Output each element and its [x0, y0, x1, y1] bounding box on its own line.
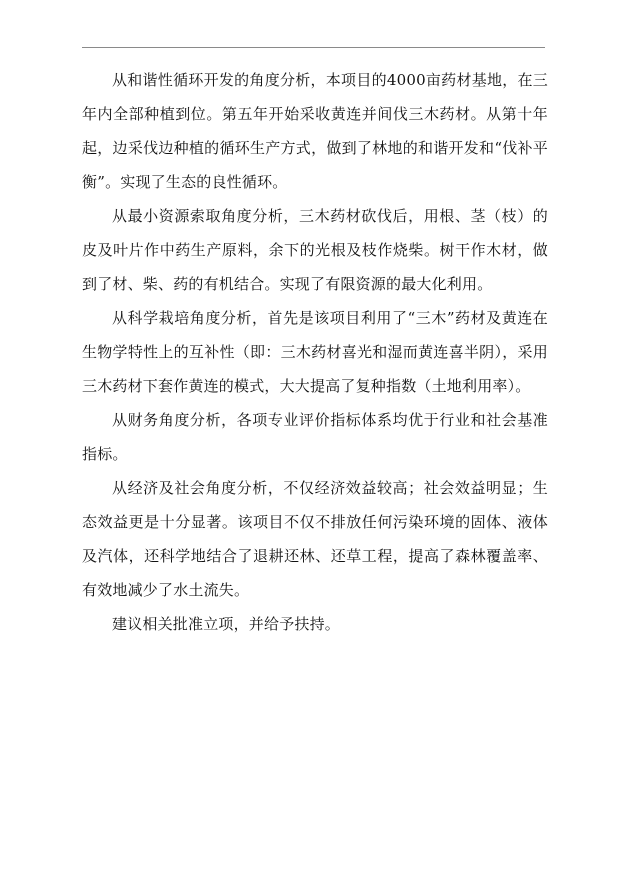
paragraph-financial: 从财务角度分析，各项专业评价指标体系均优于行业和社会基准指标。 [82, 411, 548, 463]
paragraph-resource-use: 从最小资源索取角度分析，三木药材砍伐后，用根、茎（枝）的皮及叶片作中药生产原料，余下的光根及枝作烧柴。树干作木材，做到了材、柴、药的有机结合。实现了有限资源的最大化利用。 [82, 207, 548, 293]
header-divider [82, 47, 545, 48]
paragraph-economic-social: 从经济及社会角度分析，不仅经济效益较高；社会效益明显；生态效益更是十分显著。该项目不仅不排放任何污染环境的固体、液体及汽体，还科学地结合了退耕还林、还草工程，提高了森林覆盖率、有效地减少了水土流失。 [82, 479, 548, 599]
document-body [82, 63, 548, 641]
paragraph-recommendation: 建议相关批准立项，并给予扶持。 [112, 615, 341, 633]
paragraph-harmonious-cycle: 从和谐性循环开发的角度分析，本项目的4000亩药材基地，在三年内全部种植到位。第五年开始采收黄连并间伐三木药材。从第十年起，边采伐边种植的循环生产方式，做到了林地的和谐开发和“伐补平衡”。实现了生态的良性循环。 [82, 71, 548, 191]
paragraph-scientific-cultivation: 从科学栽培角度分析，首先是该项目利用了“三木”药材及黄连在生物学特性上的互补性（即：三木药材喜光和湿而黄连喜半阴），采用三木药材下套作黄连的模式，大大提高了复种指数（土地利用率）。 [82, 309, 548, 395]
